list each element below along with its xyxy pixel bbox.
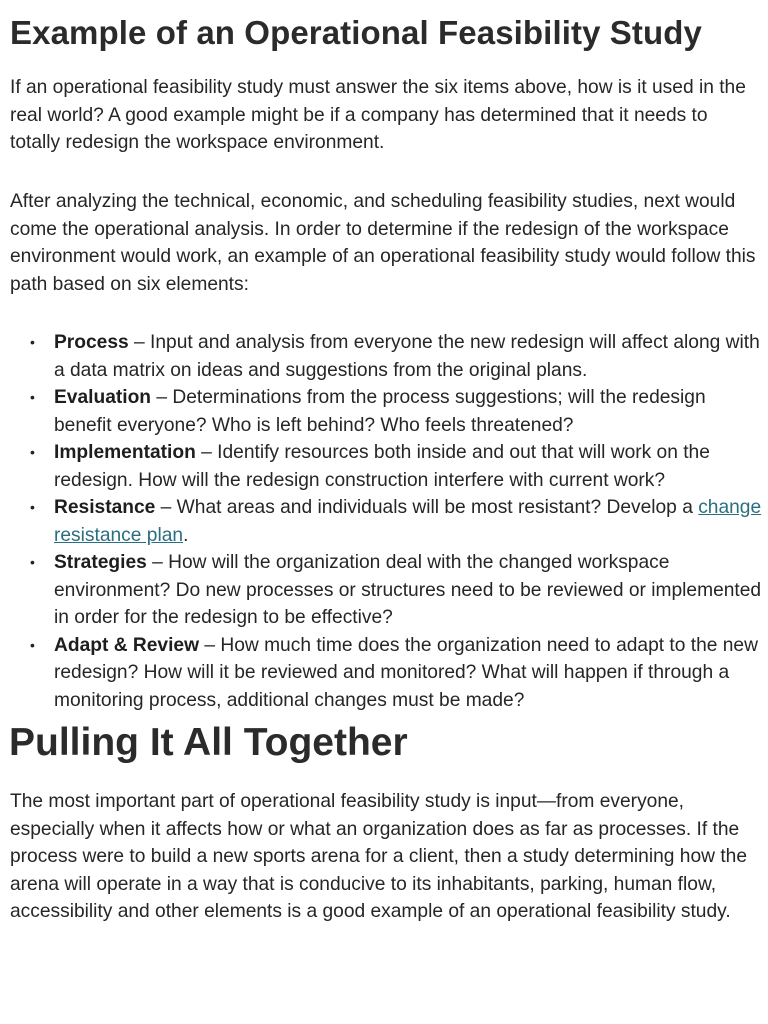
list-item-dash: – <box>151 387 173 408</box>
list-item-dash: – <box>155 497 177 518</box>
change-resistance-plan-link[interactable]: change resistance plan <box>54 497 762 546</box>
bullet-dot-icon: • <box>30 444 35 460</box>
list-item-text: How will the organization deal with the changed workspace environment? Do new processes or structures need to be reviewed or implemented in order for the redesign to be effective? <box>54 552 762 628</box>
list-item-resistance <box>10 494 762 549</box>
list-item-strategies <box>10 549 762 632</box>
list-item-text: Determinations from the process suggestions; will the redesign benefit everyone? Who is left behind? Who feels threatened? <box>54 387 706 436</box>
list-item-text: Input and analysis from everyone the new redesign will affect along with a data matrix on ideas and suggestions from the original plans. <box>54 332 760 381</box>
list-item-dash: – <box>195 442 218 463</box>
list-item-term: Adapt & Review <box>54 634 200 656</box>
list-item-term: Strategies <box>54 552 147 573</box>
list-item-term: Process <box>54 332 129 353</box>
list-item-period: . <box>183 524 189 546</box>
list-item-text: Identify resources both inside and out that will work on the redesign. How will the redesign construction interfere with current work? <box>54 442 710 491</box>
analysis-paragraph: After analyzing the technical, economic, and scheduling feasibility studies, next would come the operational analysis. In order to determine if the redesign of the workspace environment would work, an example of an operational feasibility study would follow this path based on six elements: <box>10 191 756 295</box>
list-item-text: What areas and individuals will be most resistant? Develop a <box>176 497 699 518</box>
list-item-term: Implementation <box>54 442 196 463</box>
bullet-dot-icon: • <box>30 636 35 653</box>
list-item-text: How much time does the organization need to adapt to the new redesign? How will it be reviewed and monitored? What will happen if through a monitoring process, additional changes must be made? <box>54 634 758 711</box>
list-item-dash: – <box>128 332 151 353</box>
bullet-dot-icon: • <box>30 554 35 570</box>
intro-paragraph: If an operational feasibility study must answer the six items above, how is it used in the real world? A good example might be if a company has determined that it needs to totally redesign the workspace environment. <box>10 77 746 153</box>
list-item-dash: – <box>199 634 221 656</box>
list-item-dash: – <box>146 552 169 573</box>
six-elements-list <box>10 329 762 714</box>
list-item-term: Evaluation <box>54 387 152 408</box>
bullet-dot-icon: • <box>30 389 35 405</box>
section-heading-pulling-together: Pulling It All Together <box>9 721 408 764</box>
list-item-process <box>10 329 762 384</box>
conclusion-paragraph: The most important part of operational feasibility study is input—from everyone, especially when it affects how or what an organization does as far as processes. If the process were to build a new sports arena for a client, then a study determining how the arena will operate in a way that is conducive to its inhabitants, parking, human flow, accessibility and other elements is a good example of an operational feasibility study. <box>10 791 747 922</box>
bullet-dot-icon: • <box>30 499 35 515</box>
section-heading-example: Example of an Operational Feasibility Study <box>10 14 702 51</box>
bullet-dot-icon: • <box>30 334 35 350</box>
list-item-adapt-review <box>10 632 762 715</box>
list-item-implementation <box>10 439 762 494</box>
list-item-evaluation <box>10 384 762 439</box>
list-item-term: Resistance <box>54 497 156 518</box>
